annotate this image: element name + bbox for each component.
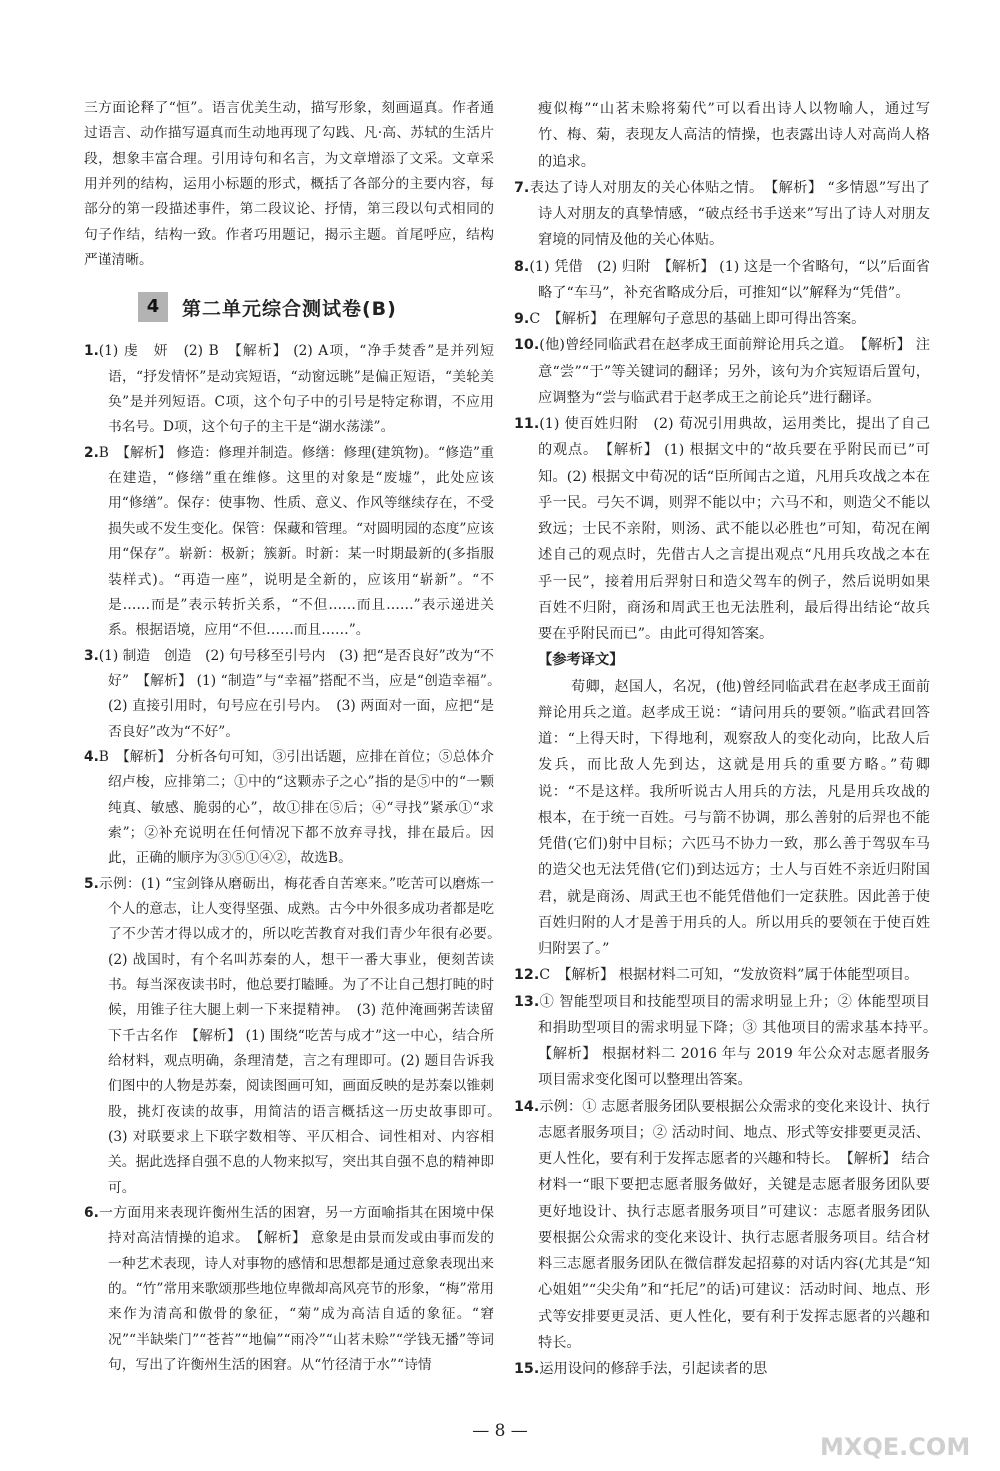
item-number: 2. [84, 444, 99, 461]
item-text: (他)曾经同临武君在赵孝成王面前辩论用兵之道。 【解析】 注意“尝”“于”等关键词的翻译；另外，该句为介宾短语后置句，应调整为“尝与临武君于赵孝成王之前论兵”进行翻译。 [538, 337, 930, 406]
item-text: B 【解析】 修造：修理并制造。修缮：修理(建筑物)。“修造”重在建造，“修缮”重在维修。这里的对象是“废墟”，此处应该用“修缮”。保存：使事物、性质、意义、作风等继续存在，不受损失或不发生变化。保管：保藏和管理。“对圆明园的态度”应该用“保存”。崭新：极新；簇新。时新：某一时期最新的(多指服装样式)。“再造一座”，说明是全新的，应该用“崭新”。“不是……而是”表示转折关系，“不但……而且……”表示递进关系。根据语境，应用“不但……而且……”。 [98, 444, 494, 639]
item-text: (1) 制造 创造 (2) 句号移至引号内 (3) 把“是否良好”改为“不好” 【解析】 (1) “制造”与“幸福”搭配不当，应是“创造幸福”。 (2) 直接引用时，句号应在引号内。 (3) 两面对一面，应把“是否良好”改为“不好”。 [98, 647, 508, 740]
left-column [84, 96, 508, 1379]
answer-item-3 [84, 644, 508, 745]
item-text: (1) 凭借 (2) 归附 【解析】 (1) 这是一个省略句，“以”后面省略了“车马”，补充省略成分后，可推知“以”解释为“凭借”。 [529, 258, 930, 301]
item-text: 表达了诗人对朋友的关心体贴之情。 【解析】 “多情恩”写出了诗人对朋友的真挚情感，“破点经书手送来”写出了诗人对朋友窘境的同情及他的关心体贴。 [529, 179, 930, 249]
item-text: 示例：(1) “宝剑锋从磨砺出，梅花香自苦寒来。”吃苦可以磨炼一个人的意志，让人变得坚强、成熟。古今中外很多成功者都是吃了不少苦才得以成才的，所以吃苦教育对我们青少年很有必要。 (2) 战国时，有个名叫苏秦的人，想干一番大事业，便刻苦读书。每当深夜读书时，他总要打瞌睡。为了不让自己想打盹的时候，用锥子往大腿上刺一下来提精神。 (3) 范仲淹画粥苦读留下千古名作 【解析】 (1) 围绕“吃苦与成才”这一中心，结合所给材料，观点明确，条理清楚，言之有理即可。(2) 题目告诉我们图中的人物是苏秦，阅读图画可知，画面反映的是苏秦以锥刺股，挑灯夜读的故事，用简洁的语言概括这一历史故事即可。 (3) 对联要求上下联字数相等、平仄相合、词性相对、内容相关。据此选择自强不息的人物来拟写，突出其自强不息的精神即可。 [98, 875, 508, 1196]
answer-item-1 [84, 339, 494, 440]
item-text: ① 智能型项目和技能型项目的需求明显上升；② 体能型项目和捐助型项目的需求明显下降；③ 其他项目的需求基本持平。 【解析】 根据材料二 2016 年与 2019 年公众对志愿者服务项目需求变化图可以整理出答案。 [538, 993, 945, 1089]
item-text: (1) 虔 妍 (2) B 【解析】 (2) A项，“净手焚香”是并列短语，“抒发情怀”是动宾短语，“动窗远眺”是偏正短语，“美轮美奂”是并列短语。C项，这个句子中的引号是特定称谓，不应用书名号。D项，这个句子的主干是“湖水荡漾”。 [98, 343, 494, 436]
item-text: 一方面用来表现许衡州生活的困窘，另一方面喻指其在困境中保持对高洁情操的追求。 【解析】 意象是由景而发或由事而发的一种艺术表现，诗人对事物的感情和思想都是通过意象表现出来的。“竹”常用来歌颂那些地位卑微却高风亮节的形象，“梅”常用来作为清高和傲骨的象征，“菊”成为高洁自适的象征。“窘况”“半缺柴门”“苍苔”“地偏”“雨冷”“山茗未赊”“学钱无播”等词句，写出了许衡州生活的困窘。从“竹径清于水”“诗情 [98, 1205, 494, 1374]
answer-item-13 [514, 989, 945, 1094]
item-number: 10. [514, 337, 540, 354]
item-number: 3. [84, 647, 99, 664]
answer-item-15 [514, 1356, 930, 1382]
watermark-logo [812, 1399, 982, 1463]
section-number-badge: 4 [138, 292, 168, 322]
intro-paragraph: 三方面论释了“恒”。语言优美生动，描写形象，刻画逼真。作者通过语言、动作描写逼真而生动地再现了勾践、凡·高、苏轼的生活片段，想象丰富合理。引用诗句和名言，为文章增添了文采。文章采用并列的结构，运用小标题的形式，概括了各部分的主要内容，每部分的第一段描述事件，第二段议论、抒情，第三段以句式相同的句子作结，结构一致。作者巧用题记，揭示主题。首尾呼应，结构严谨清晰。 [84, 100, 494, 269]
answer-item-5 [84, 872, 508, 1201]
answer-item-4 [84, 745, 494, 872]
item-number: 9. [514, 311, 530, 327]
section-heading [138, 289, 494, 325]
item-number: 12. [514, 967, 540, 984]
item-text: B 【解析】 分析各句可知，③引出话题，应排在首位；⑤总体介绍卢梭，应排第二；①中的“这颗赤子之心”指的是⑤中的“一颗纯真、敏感、脆弱的心”，故①排在⑤后；④“寻找”紧承①“求索”；②补充说明在任何情况下都不放弃寻找，排在最后。因此，正确的顺序为③⑤①④②，故选B。 [98, 748, 494, 867]
item-number: 5. [84, 875, 99, 892]
item-text: 运用设问的修辞手法，引起读者的思 [539, 1361, 768, 1377]
section-title: 第二单元综合测试卷(B) [182, 297, 397, 320]
item-number: 7. [514, 179, 530, 196]
answer-item-12 [514, 962, 930, 988]
item-number: 15. [514, 1361, 540, 1377]
item-text: C 【解析】 根据材料二可知，“发放资料”属于体能型项目。 [539, 967, 919, 984]
item-text: 示例：① 志愿者服务团队要根据公众需求的变化来设计、执行志愿者服务项目；② 活动时间、地点、形式等安排要更灵活、更人性化，要有利于发挥志愿者的兴趣和特长。 【解析】 结合材料一“眼下要把志愿者服务做好，关键是志愿者服务团队要更好地设计、执行志愿者服务项目”可建议：志愿者服务团队要根据公众需求的变化来设计、执行志愿者服务项目。结合材料三志愿者服务团队在微信群发起招募的对话内容(尤其是“知心姐姐”“尖尖角”和“托尼”的话)可建议：活动时间、地点、形式等安排要更灵活、更人性化，要有利于发挥志愿者的兴趣和特长。 [538, 1098, 930, 1351]
answer-item-8 [514, 254, 930, 307]
item-text: C 【解析】 在理解句子意思的基础上即可得出答案。 [529, 311, 866, 327]
page-number: — 8 — [472, 1421, 528, 1441]
answer-item-10 [514, 332, 930, 411]
answer-item-9 [514, 306, 930, 332]
reference-translation-heading: 【参考译文】 [538, 652, 624, 669]
item-number: 1. [84, 343, 99, 360]
watermark-text: MXQE.COM [820, 1433, 971, 1461]
item-number: 14. [514, 1098, 540, 1115]
answer-item-11 [514, 411, 930, 647]
reference-translation: 荀卿，赵国人，名况，(他)曾经同临武君在赵孝成王面前辩论用兵之道。赵孝成王说：“请问用兵的要领。”临武君回答道：“上得天时，下得地利，观察敌人的变化动向，比敌人后发兵，而比敌人先到达，这就是用兵的重要方略。”荀卿说：“不是这样。我所听说古人用兵的方法，凡是用兵攻战的根本，在于统一百姓。弓与箭不协调，那么善射的后羿也不能凭借(它们)射中目标；六匹马不协力一致，那么善于驾驭车马的造父也无法凭借(它们)到达远方；士人与百姓不亲近归附国君，就是商汤、周武王也不能凭借他们一定获胜。因此善于使百姓归附的人才是善于用兵的人。所以用兵的要领在于使百姓归附罢了。” [538, 678, 930, 957]
item-number: 11. [514, 416, 540, 432]
answer-item-7 [514, 175, 930, 254]
item-number: 13. [514, 993, 540, 1010]
answer-item-2 [84, 441, 494, 644]
item-number: 4. [84, 748, 99, 765]
answer-item-14 [514, 1094, 930, 1357]
right-column [514, 96, 945, 1382]
item-text: (1) 使百姓归附 (2) 荀况引用典故，运用类比，提出了自己的观点。 【解析】 (1) 根据文中的“故兵要在乎附民而已”可知。(2) 根据文中荀况的话“臣所闻古之道，凡用兵攻战之本在乎一民。弓矢不调，则羿不能以中；六马不和，则造父不能以致远；士民不亲附，则汤、武不能以必胜也”可知，荀况在阐述自己的观点时，先借古人之言提出观点“凡用兵攻战之本在乎一民”，接着用后羿射日和造父驾车的例子，然后说明如果百姓不归附，商汤和周武王也无法胜利，最后得出结论“故兵要在乎附民而已”。由此可得知答案。 [538, 416, 930, 642]
answer-item-6 [84, 1201, 494, 1378]
item-number: 8. [514, 258, 530, 275]
item-number: 6. [84, 1205, 99, 1222]
continuation-paragraph: 瘦似梅”“山茗未赊将菊代”可以看出诗人以物喻人，通过写竹、梅、菊，表现友人高洁的情操，也表露出诗人对高尚人格的追求。 [538, 101, 930, 170]
